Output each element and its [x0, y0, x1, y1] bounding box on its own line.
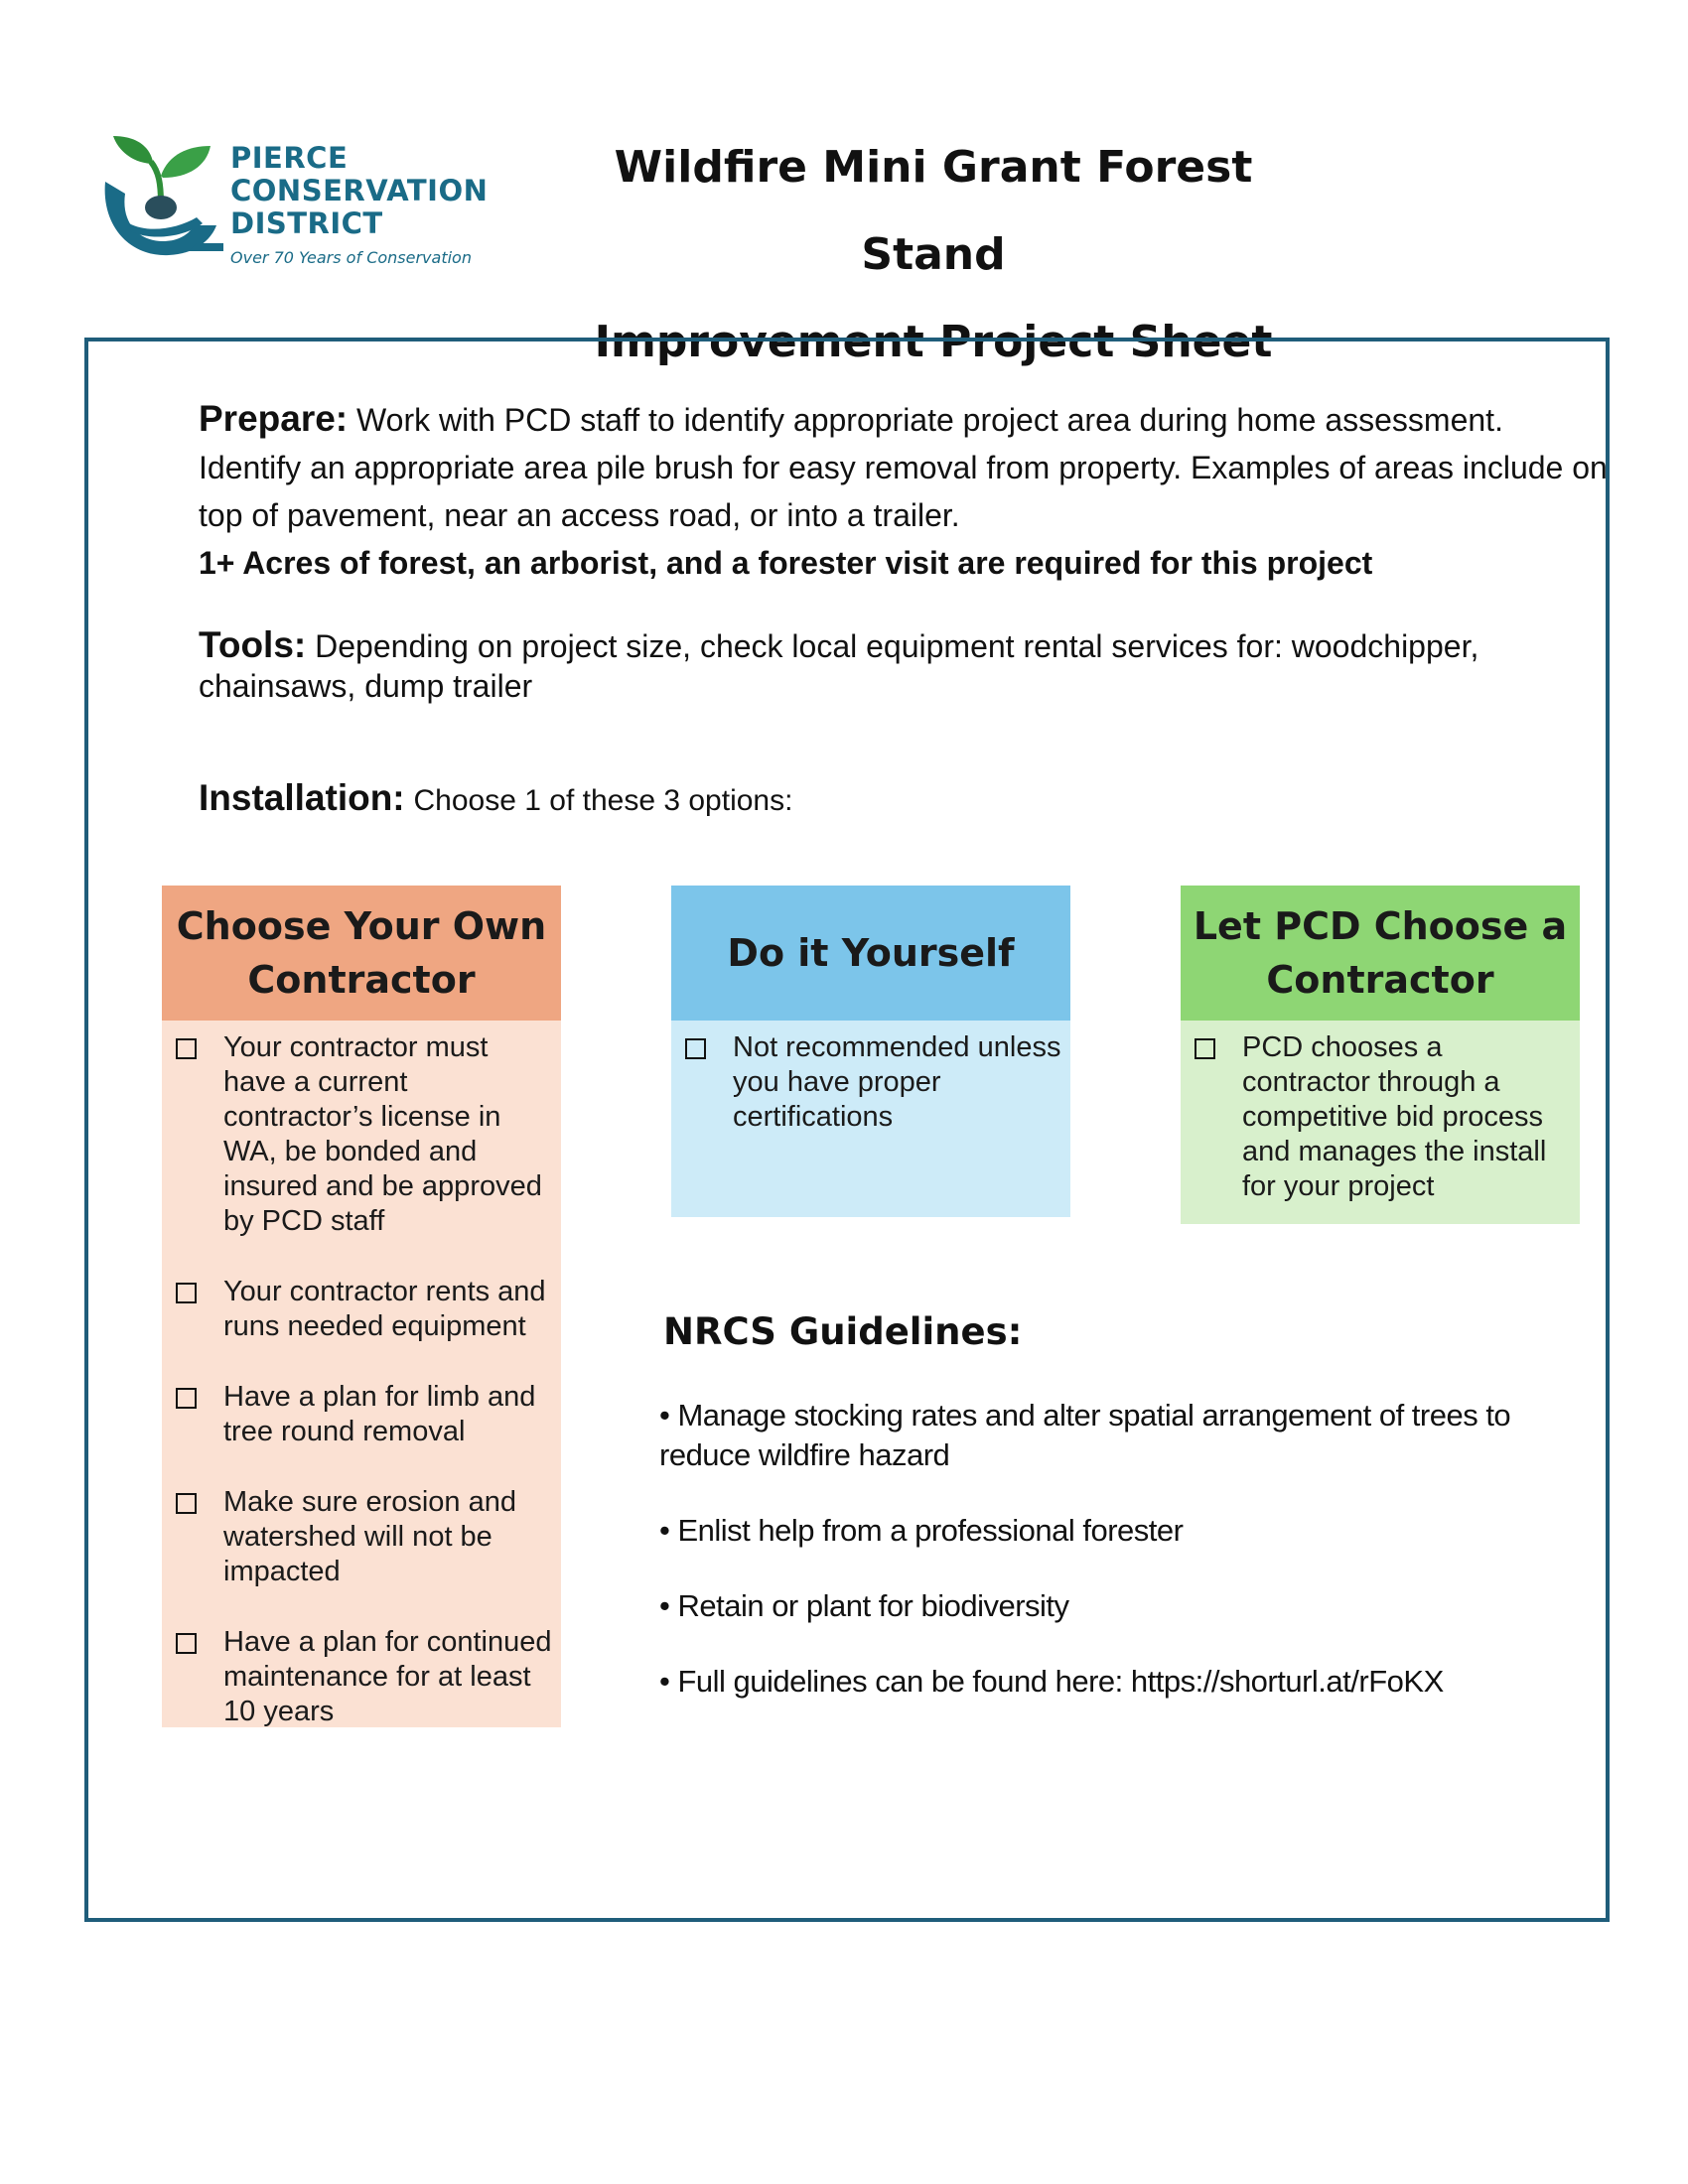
checklist-item-text: Your contractor rents and runs needed equipment	[223, 1276, 546, 1342]
checklist-item	[170, 1380, 553, 1449]
tools-section	[199, 625, 1609, 706]
logo-wordmark	[230, 142, 488, 267]
checklist-item	[170, 1030, 553, 1239]
option-pcd-contractor	[1181, 886, 1580, 1224]
option-own-contractor	[162, 886, 561, 1727]
checklist-item-text: Make sure erosion and watershed will not be impacted	[223, 1486, 516, 1587]
pcd-logo	[99, 134, 489, 273]
option-body	[1181, 1021, 1580, 1224]
option-body	[671, 1021, 1070, 1217]
nrcs-heading: NRCS Guidelines:	[663, 1310, 1023, 1353]
prepare-label: Prepare:	[199, 398, 349, 439]
installation-section	[199, 774, 1609, 825]
prepare-section	[199, 395, 1609, 587]
checklist-item	[170, 1275, 553, 1344]
checkbox-icon[interactable]	[176, 1493, 197, 1514]
logo-line-1: PIERCE	[230, 141, 349, 175]
option-heading: Do it Yourself	[671, 886, 1070, 1021]
option-heading: Choose Your Own Contractor	[162, 886, 561, 1021]
checklist-item-text: Not recommended unless you have proper certifications	[733, 1031, 1061, 1133]
option-do-it-yourself	[671, 886, 1070, 1217]
guideline-item: • Manage stocking rates and alter spatial arrangement of trees to reduce wildfire hazard	[659, 1398, 1511, 1472]
nrcs-guidelines-list	[659, 1396, 1553, 1737]
checkbox-icon[interactable]	[685, 1038, 706, 1059]
checklist-item	[679, 1030, 1062, 1135]
leaf-hand-icon	[99, 134, 223, 268]
installation-label: Installation:	[199, 777, 405, 818]
checklist-item	[170, 1625, 553, 1729]
guideline-link-item[interactable]: • Full guidelines can be found here: https://shorturl.at/rFoKX	[659, 1664, 1444, 1699]
logo-line-3: DISTRICT	[230, 206, 383, 240]
option-body	[162, 1021, 561, 1727]
checkbox-icon[interactable]	[176, 1038, 197, 1059]
checklist-item	[170, 1485, 553, 1589]
checklist-item-text: Have a plan for limb and tree round removal	[223, 1381, 536, 1447]
checklist-item-text: Your contractor must have a current contractor’s license in WA, be bonded and insured and be approved by PCD staff	[223, 1031, 542, 1237]
title-line-1: Wildfire Mini Grant Forest Stand	[614, 142, 1253, 280]
tools-label: Tools:	[199, 624, 307, 665]
prepare-text: Work with PCD staff to identify appropriate project area during home assessment. Identify an appropriate area pile brush for easy removal from property. Examples of areas include on top of pavement, near an access road, or into a trailer.	[199, 402, 1608, 533]
checkbox-icon[interactable]	[1195, 1038, 1215, 1059]
guideline-item: • Retain or plant for biodiversity	[659, 1588, 1069, 1623]
logo-line-2: CONSERVATION	[230, 174, 489, 207]
checklist-item	[1189, 1030, 1572, 1204]
checklist-item-text: PCD chooses a contractor through a competitive bid process and manages the install for your project	[1242, 1031, 1547, 1202]
checkbox-icon[interactable]	[176, 1283, 197, 1303]
tools-text: Depending on project size, check local equipment rental services for: woodchipper, chainsaws, dump trailer	[199, 628, 1479, 704]
prepare-requirement: 1+ Acres of forest, an arborist, and a forester visit are required for this project	[199, 545, 1373, 581]
logo-tagline: Over 70 Years of Conservation	[230, 248, 472, 267]
checkbox-icon[interactable]	[176, 1388, 197, 1409]
title-line-2: Improvement Project Sheet	[594, 317, 1273, 367]
guideline-item: • Enlist help from a professional forester	[659, 1513, 1184, 1548]
installation-text: Choose 1 of these 3 options:	[413, 784, 793, 817]
checklist-item-text: Have a plan for continued maintenance for at least 10 years	[223, 1626, 552, 1727]
checkbox-icon[interactable]	[176, 1633, 197, 1654]
option-heading: Let PCD Choose a Contractor	[1181, 886, 1580, 1021]
